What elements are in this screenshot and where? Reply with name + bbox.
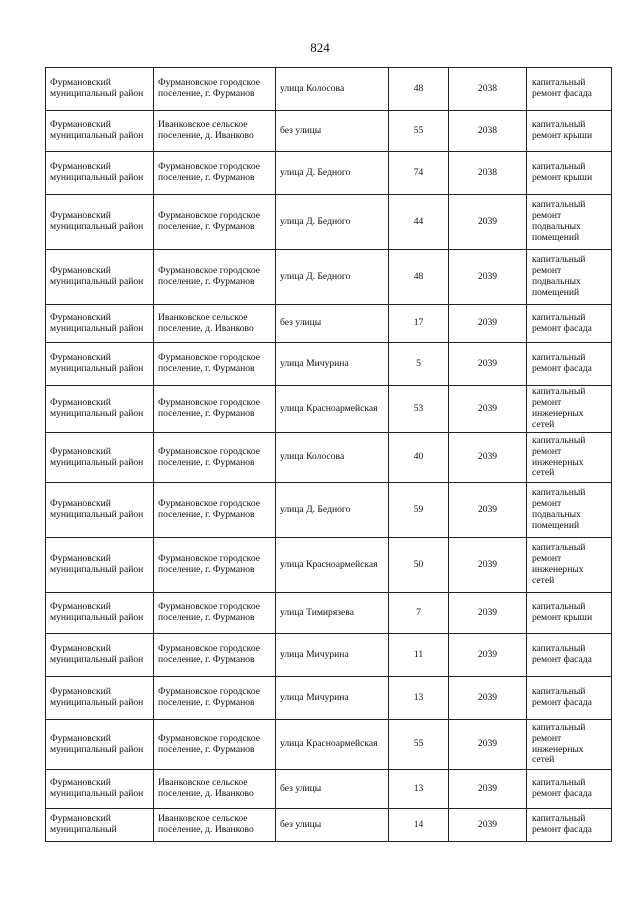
table-row [46,720,612,770]
table-row [46,677,612,720]
house-number-cell: 13 [389,770,449,809]
year-cell: 2038 [449,152,527,195]
year-cell: 2039 [449,720,527,770]
settlement-cell: Иванковское сельское поселение, д. Иванково [154,809,276,842]
table-row [46,152,612,195]
year-cell: 2038 [449,68,527,111]
year-cell: 2039 [449,538,527,593]
district-cell: Фурмановский муниципальный [46,809,154,842]
work-type-cell: капитальный ремонт фасада [527,770,612,809]
settlement-cell: Фурмановское городское поселение, г. Фурманов [154,720,276,770]
house-number-cell: 53 [389,386,449,433]
year-cell: 2039 [449,250,527,305]
house-number-cell: 11 [389,634,449,677]
work-type-cell: капитальный ремонт фасада [527,634,612,677]
house-number-cell: 74 [389,152,449,195]
district-cell: Фурмановский муниципальный район [46,195,154,250]
settlement-cell: Фурмановское городское поселение, г. Фурманов [154,538,276,593]
street-cell: улица Д. Бедного [276,483,389,538]
settlement-cell: Фурмановское городское поселение, г. Фурманов [154,343,276,386]
settlement-cell: Фурмановское городское поселение, г. Фурманов [154,386,276,433]
house-number-cell: 5 [389,343,449,386]
street-cell: улица Мичурина [276,634,389,677]
table-row [46,343,612,386]
house-number-cell: 44 [389,195,449,250]
street-cell: улица Красноармейская [276,720,389,770]
year-cell: 2039 [449,343,527,386]
work-type-cell: капитальный ремонт фасада [527,677,612,720]
district-cell: Фурмановский муниципальный район [46,720,154,770]
house-number-cell: 55 [389,111,449,152]
year-cell: 2039 [449,386,527,433]
street-cell: улица Колосова [276,433,389,483]
settlement-cell: Иванковское сельское поселение, д. Иванково [154,770,276,809]
settlement-cell: Иванковское сельское поселение, д. Иванково [154,111,276,152]
house-number-cell: 40 [389,433,449,483]
street-cell: без улицы [276,809,389,842]
year-cell: 2039 [449,483,527,538]
settlement-cell: Фурмановское городское поселение, г. Фурманов [154,195,276,250]
work-type-cell: капитальный ремонт фасада [527,305,612,343]
work-type-cell: капитальный ремонт фасада [527,343,612,386]
year-cell: 2039 [449,195,527,250]
street-cell: улица Колосова [276,68,389,111]
year-cell: 2039 [449,634,527,677]
street-cell: без улицы [276,111,389,152]
table-row [46,538,612,593]
settlement-cell: Фурмановское городское поселение, г. Фурманов [154,152,276,195]
district-cell: Фурмановский муниципальный район [46,770,154,809]
table-row [46,634,612,677]
street-cell: без улицы [276,305,389,343]
district-cell: Фурмановский муниципальный район [46,593,154,634]
settlement-cell: Фурмановское городское поселение, г. Фурманов [154,593,276,634]
table-row [46,809,612,842]
work-type-cell: капитальный ремонт фасада [527,809,612,842]
district-cell: Фурмановский муниципальный район [46,152,154,195]
work-type-cell: капитальный ремонт подвальных помещений [527,195,612,250]
table-row [46,68,612,111]
house-number-cell: 17 [389,305,449,343]
table-row [46,111,612,152]
house-number-cell: 14 [389,809,449,842]
table-row [46,305,612,343]
settlement-cell: Фурмановское городское поселение, г. Фурманов [154,634,276,677]
house-number-cell: 48 [389,68,449,111]
settlement-cell: Иванковское сельское поселение, д. Иванково [154,305,276,343]
table-body [46,68,612,842]
street-cell: улица Мичурина [276,343,389,386]
district-cell: Фурмановский муниципальный район [46,386,154,433]
district-cell: Фурмановский муниципальный район [46,677,154,720]
street-cell: улица Д. Бедного [276,195,389,250]
table-row [46,770,612,809]
district-cell: Фурмановский муниципальный район [46,305,154,343]
work-type-cell: капитальный ремонт фасада [527,68,612,111]
house-number-cell: 13 [389,677,449,720]
work-type-cell: капитальный ремонт подвальных помещений [527,483,612,538]
work-type-cell: капитальный ремонт крыши [527,111,612,152]
settlement-cell: Фурмановское городское поселение, г. Фурманов [154,483,276,538]
work-type-cell: капитальный ремонт крыши [527,593,612,634]
street-cell: улица Красноармейская [276,386,389,433]
table-row [46,250,612,305]
street-cell: улица Красноармейская [276,538,389,593]
street-cell: улица Д. Бедного [276,152,389,195]
district-cell: Фурмановский муниципальный район [46,68,154,111]
settlement-cell: Фурмановское городское поселение, г. Фурманов [154,433,276,483]
work-type-cell: капитальный ремонт инженерных сетей [527,386,612,433]
year-cell: 2039 [449,305,527,343]
work-type-cell: капитальный ремонт инженерных сетей [527,720,612,770]
table-row [46,433,612,483]
settlement-cell: Фурмановское городское поселение, г. Фурманов [154,68,276,111]
work-type-cell: капитальный ремонт подвальных помещений [527,250,612,305]
district-cell: Фурмановский муниципальный район [46,250,154,305]
house-number-cell: 55 [389,720,449,770]
table-row [46,386,612,433]
year-cell: 2039 [449,770,527,809]
street-cell: без улицы [276,770,389,809]
year-cell: 2038 [449,111,527,152]
year-cell: 2039 [449,677,527,720]
district-cell: Фурмановский муниципальный район [46,483,154,538]
district-cell: Фурмановский муниципальный район [46,538,154,593]
street-cell: улица Д. Бедного [276,250,389,305]
settlement-cell: Фурмановское городское поселение, г. Фурманов [154,250,276,305]
work-type-cell: капитальный ремонт крыши [527,152,612,195]
year-cell: 2039 [449,809,527,842]
year-cell: 2039 [449,433,527,483]
table-row [46,483,612,538]
street-cell: улица Мичурина [276,677,389,720]
district-cell: Фурмановский муниципальный район [46,343,154,386]
district-cell: Фурмановский муниципальный район [46,433,154,483]
district-cell: Фурмановский муниципальный район [46,634,154,677]
house-number-cell: 7 [389,593,449,634]
district-cell: Фурмановский муниципальный район [46,111,154,152]
repair-schedule-table [45,67,612,842]
settlement-cell: Фурмановское городское поселение, г. Фурманов [154,677,276,720]
table-row [46,593,612,634]
house-number-cell: 59 [389,483,449,538]
house-number-cell: 50 [389,538,449,593]
year-cell: 2039 [449,593,527,634]
house-number-cell: 48 [389,250,449,305]
work-type-cell: капитальный ремонт инженерных сетей [527,433,612,483]
page-number: 824 [310,40,330,55]
work-type-cell: капитальный ремонт инженерных сетей [527,538,612,593]
street-cell: улица Тимирязева [276,593,389,634]
table-row [46,195,612,250]
